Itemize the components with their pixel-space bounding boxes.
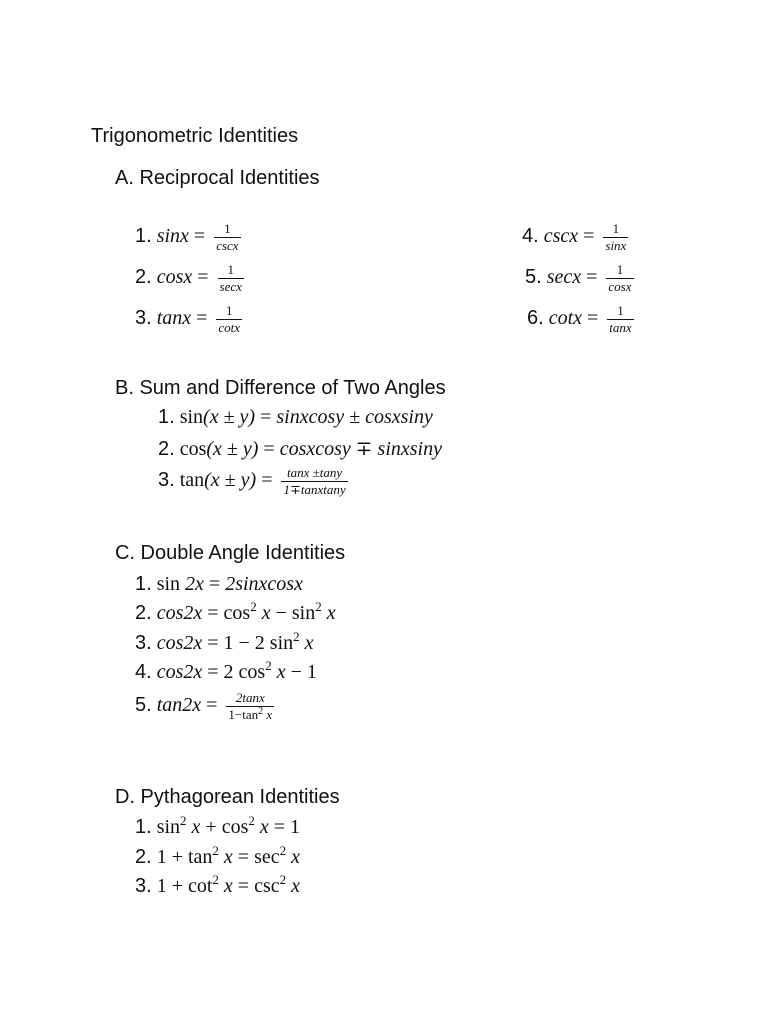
function: tan — [187, 846, 213, 868]
function: cos — [221, 816, 249, 838]
exponent: 2 — [265, 658, 272, 673]
item-number: 4. — [135, 661, 152, 683]
lhs: cscx — [543, 225, 579, 248]
prefix: 2 — [223, 661, 234, 683]
equals: = — [261, 469, 273, 492]
lhs: cotx — [548, 307, 582, 330]
function: sin — [179, 406, 204, 428]
argument: x — [291, 875, 301, 897]
argument: x — [259, 816, 269, 838]
function: sec — [254, 846, 280, 868]
exponent: 2 — [258, 706, 264, 717]
item-number: 1. — [135, 573, 152, 595]
function: sin — [269, 632, 294, 654]
function: cos — [223, 602, 251, 624]
fraction — [226, 691, 274, 722]
exponent: 2 — [248, 813, 255, 828]
equals: = — [260, 406, 272, 428]
section-c-heading: C. Double Angle Identities — [115, 542, 346, 564]
argument: x — [223, 846, 233, 868]
item-number: 6. — [527, 307, 544, 330]
double-angle-identity-4 — [135, 658, 317, 684]
equals: = — [237, 846, 250, 868]
argument: x — [276, 661, 286, 683]
argument: x — [266, 707, 273, 722]
reciprocal-identity-6 — [527, 304, 634, 335]
argument: x — [326, 602, 336, 624]
argument: (x ± y) — [206, 438, 259, 460]
pythagorean-identity-2 — [135, 843, 301, 869]
item-number: 3. — [135, 632, 152, 654]
page-title: Trigonometric Identities — [91, 125, 299, 147]
function: cos — [238, 661, 266, 683]
reciprocal-identity-2 — [135, 263, 244, 294]
prefix: 1 + — [156, 846, 183, 868]
exponent: 2 — [279, 872, 287, 887]
argument: (x ± y) — [203, 406, 256, 428]
fraction — [216, 304, 242, 335]
denominator: cotx — [218, 320, 241, 335]
denominator: sinx — [605, 238, 627, 253]
function: sin — [156, 573, 181, 595]
reciprocal-identity-5 — [525, 263, 634, 294]
function: sin — [291, 602, 316, 624]
rhs: cosxcosy ∓ sinxsiny — [279, 438, 442, 460]
double-angle-identity-5 — [135, 691, 274, 722]
fraction — [607, 304, 633, 335]
fraction — [281, 466, 347, 497]
denominator: cscx — [216, 238, 239, 253]
equals: = — [207, 661, 219, 683]
numerator: 1 — [617, 303, 624, 318]
lhs: cos2x — [156, 661, 203, 683]
denominator-prefix: 1−tan — [228, 707, 259, 722]
rhs: 2sinxcosx — [225, 573, 303, 595]
equals: = — [197, 266, 209, 289]
equals: = — [237, 875, 250, 897]
denominator: cosx — [608, 279, 632, 294]
equals: = — [583, 225, 595, 248]
lhs: tan2x — [156, 694, 202, 717]
exponent: 2 — [315, 599, 322, 614]
sum-difference-identity-1 — [158, 406, 433, 429]
section-d-heading: D. Pythagorean Identities — [115, 786, 340, 808]
operator: − — [275, 602, 287, 624]
exponent: 2 — [250, 599, 257, 614]
numerator: 1 — [227, 262, 234, 277]
reciprocal-identity-1 — [135, 222, 241, 253]
equals: = — [587, 307, 599, 330]
numerator: 1 — [612, 221, 620, 236]
operator: + — [205, 816, 217, 838]
item-number: 2. — [135, 266, 152, 289]
equals: = — [193, 225, 206, 248]
equals: = — [263, 438, 275, 460]
argument: x — [304, 632, 314, 654]
item-number: 1. — [135, 816, 152, 838]
exponent: 2 — [212, 843, 219, 858]
section-b-heading: B. Sum and Difference of Two Angles — [115, 377, 446, 399]
numerator: 1 — [616, 262, 624, 277]
item-number: 1. — [135, 225, 152, 248]
double-angle-identity-3 — [135, 629, 314, 655]
item-number: 1. — [158, 406, 175, 428]
section-a-heading: A. Reciprocal Identities — [115, 167, 320, 189]
double-angle-identity-2 — [135, 599, 336, 625]
equals: = — [207, 602, 219, 624]
numerator: 2tanx — [235, 690, 265, 705]
numerator: 1 — [225, 303, 233, 318]
exponent: 2 — [212, 872, 219, 887]
fraction — [218, 263, 244, 294]
lhs: tanx — [156, 307, 192, 330]
denominator: 1∓tanxtany — [283, 482, 346, 497]
argument: x — [191, 816, 201, 838]
function: csc — [254, 875, 280, 897]
fraction — [603, 222, 628, 253]
exponent: 2 — [293, 629, 300, 644]
item-number: 5. — [135, 694, 152, 717]
item-number: 3. — [135, 307, 152, 330]
prefix: 1 − 2 — [223, 632, 265, 654]
exponent: 2 — [279, 843, 287, 858]
denominator: tanx — [609, 320, 632, 335]
reciprocal-identity-3 — [135, 304, 242, 335]
item-number: 2. — [135, 846, 152, 868]
fraction — [214, 222, 240, 253]
reciprocal-identity-4 — [522, 222, 628, 253]
item-number: 5. — [525, 266, 542, 289]
argument: 2x — [185, 573, 204, 595]
equals: = — [273, 816, 286, 838]
argument: x — [223, 875, 233, 897]
suffix: − 1 — [290, 661, 317, 683]
lhs: cos2x — [156, 602, 203, 624]
denominator — [226, 706, 274, 722]
exponent: 2 — [180, 813, 187, 828]
item-number: 2. — [135, 602, 152, 624]
argument: x — [261, 602, 271, 624]
equals: = — [207, 632, 219, 654]
argument: x — [291, 846, 301, 868]
equals: = — [206, 694, 218, 717]
function: sin — [156, 816, 181, 838]
item-number: 2. — [158, 438, 175, 460]
rhs: 1 — [290, 816, 301, 838]
denominator: secx — [219, 279, 242, 294]
argument: (x ± y) — [204, 469, 257, 492]
pythagorean-identity-1 — [135, 813, 301, 839]
pythagorean-identity-3 — [135, 872, 301, 898]
equals: = — [208, 573, 221, 595]
sum-difference-identity-3 — [158, 466, 348, 497]
function: cos — [179, 438, 207, 460]
rhs: sinxcosy ± cosxsiny — [276, 406, 433, 428]
lhs: cos2x — [156, 632, 203, 654]
sum-difference-identity-2 — [158, 436, 442, 461]
item-number: 3. — [135, 875, 152, 897]
numerator: tanx ±tany — [286, 465, 343, 480]
function: cot — [187, 875, 213, 897]
function: tan — [179, 469, 205, 492]
item-number: 4. — [522, 225, 539, 248]
lhs: cosx — [156, 266, 193, 289]
equals: = — [196, 307, 208, 330]
numerator: 1 — [224, 221, 231, 236]
equals: = — [586, 266, 598, 289]
lhs: sinx — [156, 225, 189, 248]
fraction — [606, 263, 633, 294]
double-angle-identity-1 — [135, 573, 303, 596]
item-number: 3. — [158, 469, 175, 492]
lhs: secx — [546, 266, 582, 289]
prefix: 1 + — [156, 875, 183, 897]
